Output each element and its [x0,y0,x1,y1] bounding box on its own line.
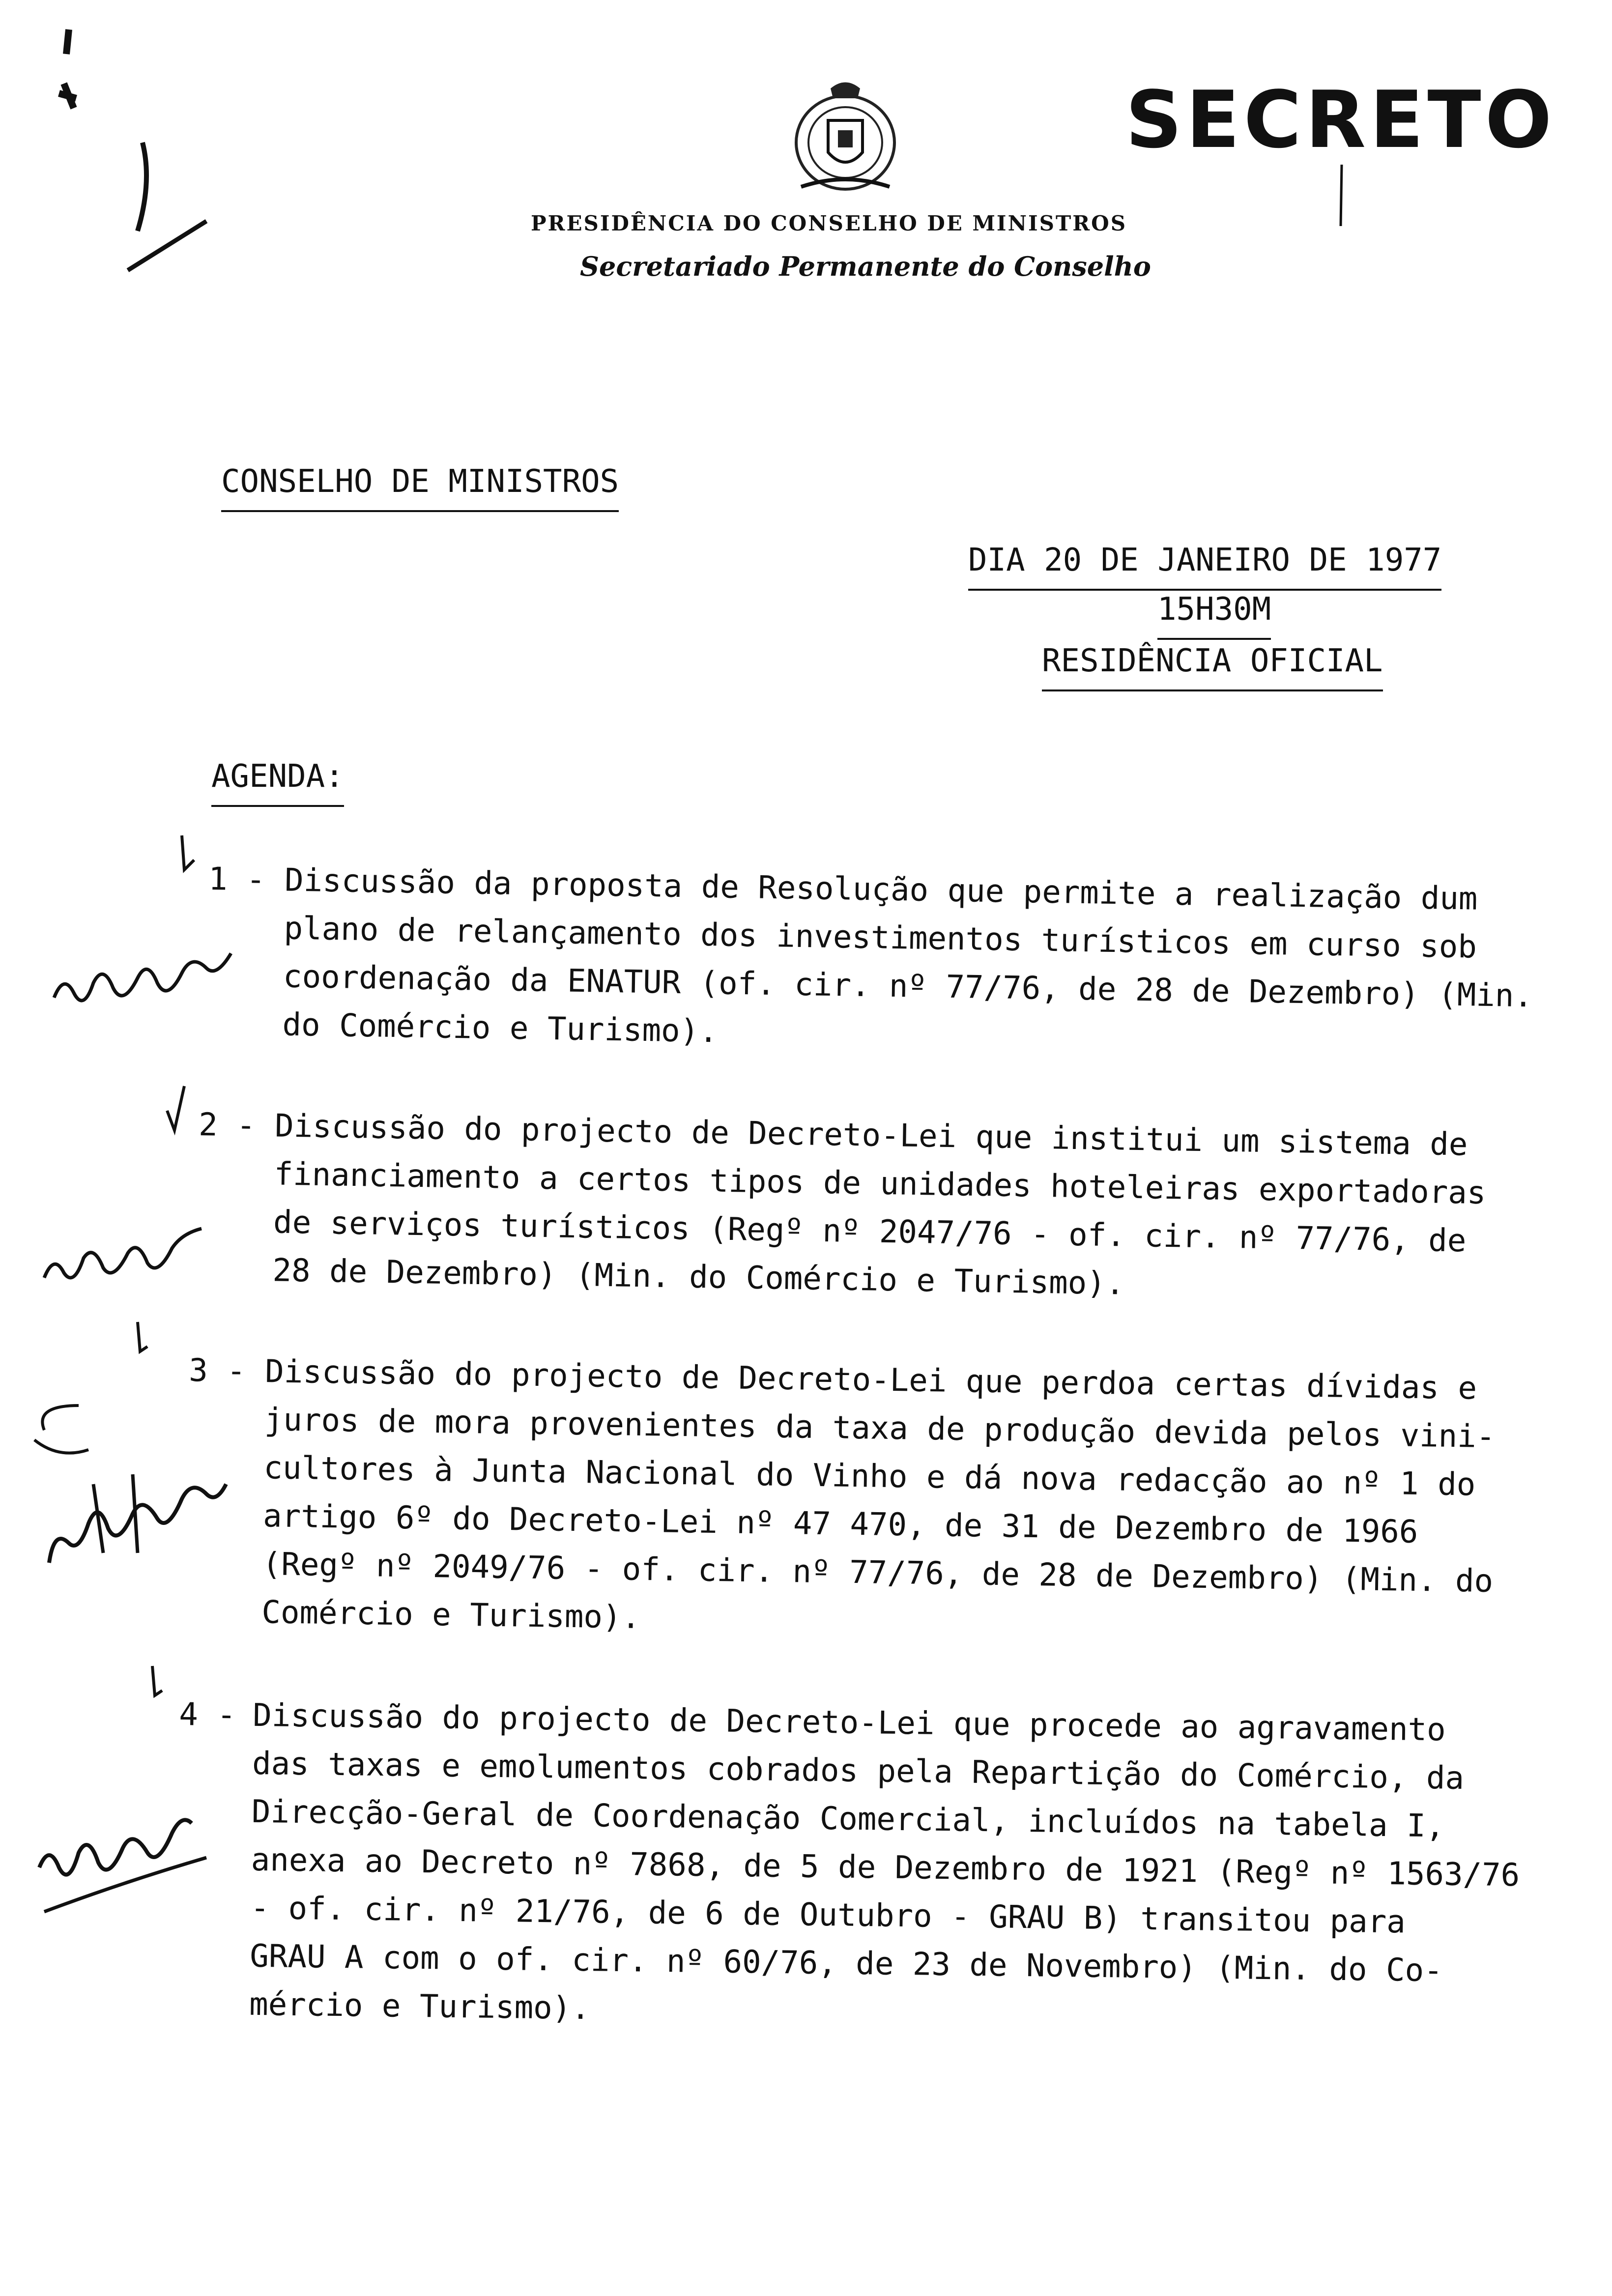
council-heading: CONSELHO DE MINISTROS [221,457,619,512]
agenda-item-text [249,1692,1522,2044]
agenda-item-text [272,1102,1487,1314]
agenda-item-line: Discussão do projecto de Decreto-Lei que perdoa certas dívidas e [264,1353,1477,1407]
check-mark-icon [177,831,202,880]
agenda-item-line: cultores à Junta Nacional do Vinho e dá nova redacção ao nº 1 do [263,1450,1476,1503]
agenda-item-line: do Comércio e Turismo). [282,1006,719,1050]
agenda-item-text [282,856,1535,1068]
agenda-item-line: de serviços turísticos (Regº nº 2047/76 - of. cir. nº 77/76, de [273,1204,1467,1260]
department-subheading: Secretariado Permanente do Conselho [580,251,1151,282]
check-mark-icon [128,1317,157,1366]
agenda-item-line: 28 de Dezembro) (Min. do Comércio e Turismo). [272,1252,1125,1302]
bracket-mark [25,1396,93,1464]
agenda-item-line: juros de mora provenientes da taxa de produção devida pelos vini- [264,1402,1496,1456]
agenda-item-line: Discussão da proposta de Resolução que permite a realização dum [284,862,1478,918]
coat-of-arms-emblem [786,74,904,197]
agenda-item-line: (Regº nº 2049/76 - of. cir. nº 77/76, de 28 de Dezembro) (Min. do [262,1546,1494,1600]
handwritten-annotation-adiado [25,1794,221,1922]
agenda-item-line: Comércio e Turismo). [261,1594,641,1636]
agenda-item-line: anexa ao Decreto nº 7868, de 5 de Dezembro de 1921 (Regº nº 1563/76 [251,1841,1520,1894]
agenda-item-number: 2 - [198,1106,256,1144]
agenda-item-line: - of. cir. nº 21/76, de 6 de Outubro - GRAU B) transitou para [250,1890,1406,1941]
handwritten-annotation-aprovado [34,1455,231,1582]
agenda-item-line: Direcção-Geral de Coordenação Comercial, incluídos na tabela I, [251,1793,1445,1845]
classification-stamp: SECRETO [1125,74,1556,166]
agenda-item-line: das taxas e emolumentos cobrados pela Repartição do Comércio, da [252,1745,1465,1797]
meeting-place: RESIDÊNCIA OFICIAL [1042,636,1383,691]
agenda-item-number: 3 - [188,1352,246,1390]
handwritten-annotation-adiado [44,924,241,1022]
agenda-item-line: artigo 6º do Decreto-Lei nº 47 470, de 31 de Dezembro de 1966 [262,1498,1418,1550]
agenda-item-number: 4 - [178,1696,236,1734]
agenda-item-line: Discussão do projecto de Decreto-Lei que procede ao agravamento [252,1697,1446,1749]
agenda-item-line: plano de relançamento dos investimentos turísticos em curso sob [284,910,1477,966]
handwritten-annotation-adiado [34,1199,216,1297]
meeting-date: DIA 20 DE JANEIRO DE 1977 [968,536,1441,591]
handwritten-corner-mark [39,25,236,280]
agenda-item-line: financiamento a certos tipos de unidades hoteleiras exportadoras [274,1156,1486,1212]
stamp-tick-mark [1337,162,1347,231]
agenda-item-number: 1 - [208,861,266,898]
check-mark-icon [162,1081,192,1135]
agenda-item-line: coordenação da ENATUR (of. cir. nº 77/76, de 28 de Dezembro) (Min. [283,958,1533,1015]
agenda-item-line: mércio e Turismo). [249,1986,591,2027]
institution-heading: PRESIDÊNCIA DO CONSELHO DE MINISTROS [531,211,1127,235]
agenda-item-line: GRAU A com o of. cir. nº 60/76, de 23 de Novembro) (Min. do Co- [249,1938,1443,1989]
check-mark-icon [143,1661,167,1710]
agenda-item-line: Discussão do projecto de Decreto-Lei que institui um sistema de [274,1108,1468,1163]
agenda-item-text [261,1348,1496,1654]
meeting-time: 15H30M [1157,585,1271,640]
agenda-label: AGENDA: [211,752,344,807]
